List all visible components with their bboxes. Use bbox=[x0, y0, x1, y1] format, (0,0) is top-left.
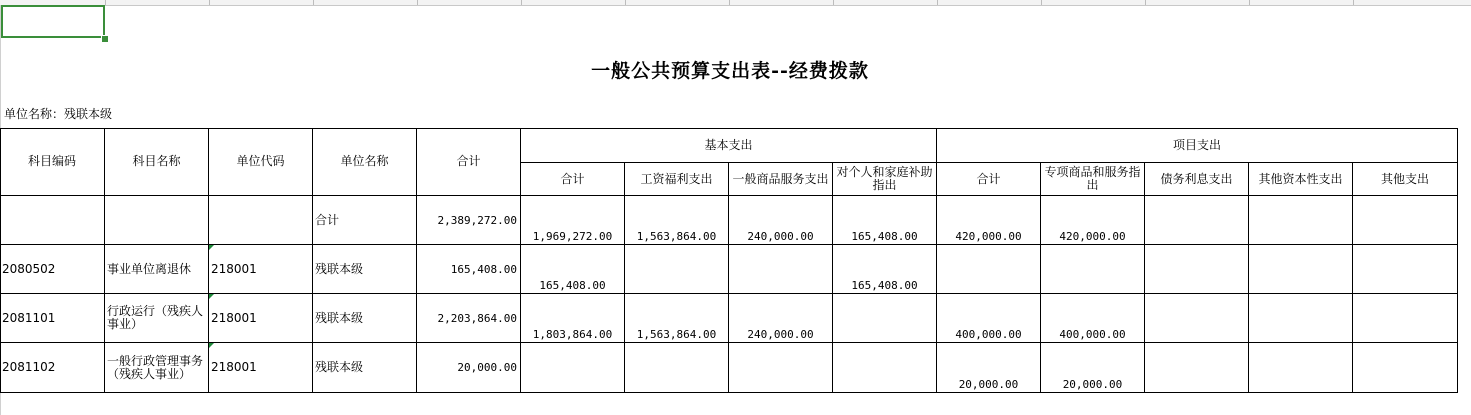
row1-unit-code[interactable] bbox=[209, 245, 313, 294]
row3-total[interactable]: 20,000.00 bbox=[417, 343, 521, 393]
row2-unit-code[interactable] bbox=[209, 294, 313, 343]
row2-unit-name[interactable]: 残联本级 bbox=[313, 294, 417, 343]
column-header-d[interactable] bbox=[313, 0, 417, 5]
column-header-j[interactable] bbox=[937, 0, 1041, 5]
column-header-h[interactable] bbox=[729, 0, 833, 5]
row0-code[interactable] bbox=[0, 196, 105, 245]
header-total[interactable]: 合计 bbox=[417, 128, 521, 196]
row0-project-other[interactable] bbox=[1353, 196, 1458, 245]
row1-project-other[interactable] bbox=[1353, 245, 1458, 294]
column-header-i[interactable] bbox=[833, 0, 937, 5]
row3-unit-code-text: 218001 bbox=[211, 360, 257, 374]
header-unit-code[interactable]: 单位代码 bbox=[209, 128, 313, 196]
header-basic-group[interactable]: 基本支出 bbox=[521, 128, 937, 163]
column-header-f[interactable] bbox=[521, 0, 625, 5]
row1-project-special[interactable] bbox=[1041, 245, 1145, 294]
row3-project-capital[interactable] bbox=[1249, 343, 1353, 393]
row1-unit-name[interactable]: 残联本级 bbox=[313, 245, 417, 294]
column-header-e[interactable] bbox=[417, 0, 521, 5]
row1-basic-subsidy[interactable]: 165,408.00 bbox=[833, 245, 937, 294]
row3-project-total[interactable]: 20,000.00 bbox=[937, 343, 1041, 393]
row1-project-debt[interactable] bbox=[1145, 245, 1249, 294]
header-basic-goods-services[interactable]: 一般商品服务支出 bbox=[729, 163, 833, 196]
row1-basic-goods[interactable] bbox=[729, 245, 833, 294]
row0-basic-subsidy[interactable]: 165,408.00 bbox=[833, 196, 937, 245]
header-project-other[interactable]: 其他支出 bbox=[1353, 163, 1458, 196]
row1-project-capital[interactable] bbox=[1249, 245, 1353, 294]
header-project-total[interactable]: 合计 bbox=[937, 163, 1041, 196]
header-project-group[interactable]: 项目支出 bbox=[937, 128, 1458, 163]
row3-project-other[interactable] bbox=[1353, 343, 1458, 393]
row0-total[interactable]: 2,389,272.00 bbox=[417, 196, 521, 245]
row0-basic-total[interactable]: 1,969,272.00 bbox=[521, 196, 625, 245]
column-header-n[interactable] bbox=[1353, 0, 1471, 5]
row0-unit-code[interactable] bbox=[209, 196, 313, 245]
row2-unit-code-text: 218001 bbox=[211, 310, 257, 325]
row1-basic-wages[interactable] bbox=[625, 245, 729, 294]
header-project-other-capital[interactable]: 其他资本性支出 bbox=[1249, 163, 1353, 196]
column-header-k[interactable] bbox=[1041, 0, 1145, 5]
row2-basic-wages[interactable]: 1,563,864.00 bbox=[625, 294, 729, 343]
row2-project-total[interactable]: 400,000.00 bbox=[937, 294, 1041, 343]
header-basic-total[interactable]: 合计 bbox=[521, 163, 625, 196]
header-project-debt-interest[interactable]: 债务利息支出 bbox=[1145, 163, 1249, 196]
column-header-strip[interactable] bbox=[0, 0, 1471, 6]
row3-unit-code[interactable] bbox=[209, 343, 313, 393]
row3-text-number-marker bbox=[209, 343, 214, 348]
row0-project-total[interactable]: 420,000.00 bbox=[937, 196, 1041, 245]
row1-code[interactable]: 2080502 bbox=[0, 245, 105, 294]
column-header-l[interactable] bbox=[1145, 0, 1249, 5]
row3-name[interactable]: 一般行政管理事务（残疾人事业） bbox=[105, 343, 209, 393]
row2-basic-goods[interactable]: 240,000.00 bbox=[729, 294, 833, 343]
row3-code[interactable]: 2081102 bbox=[0, 343, 105, 393]
row1-total[interactable]: 165,408.00 bbox=[417, 245, 521, 294]
row1-name[interactable]: 事业单位离退休 bbox=[105, 245, 209, 294]
row3-basic-wages[interactable] bbox=[625, 343, 729, 393]
row2-basic-total[interactable]: 1,803,864.00 bbox=[521, 294, 625, 343]
row2-project-capital[interactable] bbox=[1249, 294, 1353, 343]
header-subject-code[interactable]: 科目编码 bbox=[0, 128, 105, 196]
row2-basic-subsidy[interactable] bbox=[833, 294, 937, 343]
row0-project-special[interactable]: 420,000.00 bbox=[1041, 196, 1145, 245]
row0-name[interactable] bbox=[105, 196, 209, 245]
row3-unit-name[interactable]: 残联本级 bbox=[313, 343, 417, 393]
column-header-g[interactable] bbox=[625, 0, 729, 5]
row2-code[interactable]: 2081101 bbox=[0, 294, 105, 343]
row1-basic-total[interactable]: 165,408.00 bbox=[521, 245, 625, 294]
row3-basic-total[interactable] bbox=[521, 343, 625, 393]
row0-project-debt[interactable] bbox=[1145, 196, 1249, 245]
column-header-c[interactable] bbox=[209, 0, 313, 5]
selected-cell[interactable] bbox=[1, 5, 105, 38]
row1-text-number-marker bbox=[209, 245, 214, 250]
row0-project-capital[interactable] bbox=[1249, 196, 1353, 245]
row2-total[interactable]: 2,203,864.00 bbox=[417, 294, 521, 343]
header-basic-personal-subsidy[interactable]: 对个人和家庭补助指出 bbox=[833, 163, 937, 196]
row2-text-number-marker bbox=[209, 294, 214, 299]
row0-basic-wages[interactable]: 1,563,864.00 bbox=[625, 196, 729, 245]
row2-name[interactable]: 行政运行（残疾人事业） bbox=[105, 294, 209, 343]
header-project-special-goods[interactable]: 专项商品和服务指出 bbox=[1041, 163, 1145, 196]
row2-project-special[interactable]: 400,000.00 bbox=[1041, 294, 1145, 343]
column-header-b[interactable] bbox=[105, 0, 209, 5]
row1-project-total[interactable] bbox=[937, 245, 1041, 294]
row3-project-special[interactable]: 20,000.00 bbox=[1041, 343, 1145, 393]
row1-unit-code-text: 218001 bbox=[211, 261, 257, 276]
row0-unit-name[interactable]: 合计 bbox=[313, 196, 417, 245]
header-subject-name[interactable]: 科目名称 bbox=[105, 128, 209, 196]
page-title: 一般公共预算支出表--经费拨款 bbox=[591, 60, 869, 82]
row2-project-debt[interactable] bbox=[1145, 294, 1249, 343]
row0-basic-goods[interactable]: 240,000.00 bbox=[729, 196, 833, 245]
row3-project-debt[interactable] bbox=[1145, 343, 1249, 393]
unit-name-label: 单位名称：残联本级 bbox=[4, 107, 113, 121]
header-basic-wages[interactable]: 工资福利支出 bbox=[625, 163, 729, 196]
row3-basic-subsidy[interactable] bbox=[833, 343, 937, 393]
header-unit-name[interactable]: 单位名称 bbox=[313, 128, 417, 196]
fill-handle[interactable] bbox=[101, 35, 109, 43]
row3-basic-goods[interactable] bbox=[729, 343, 833, 393]
row2-project-other[interactable] bbox=[1353, 294, 1458, 343]
column-header-m[interactable] bbox=[1249, 0, 1353, 5]
